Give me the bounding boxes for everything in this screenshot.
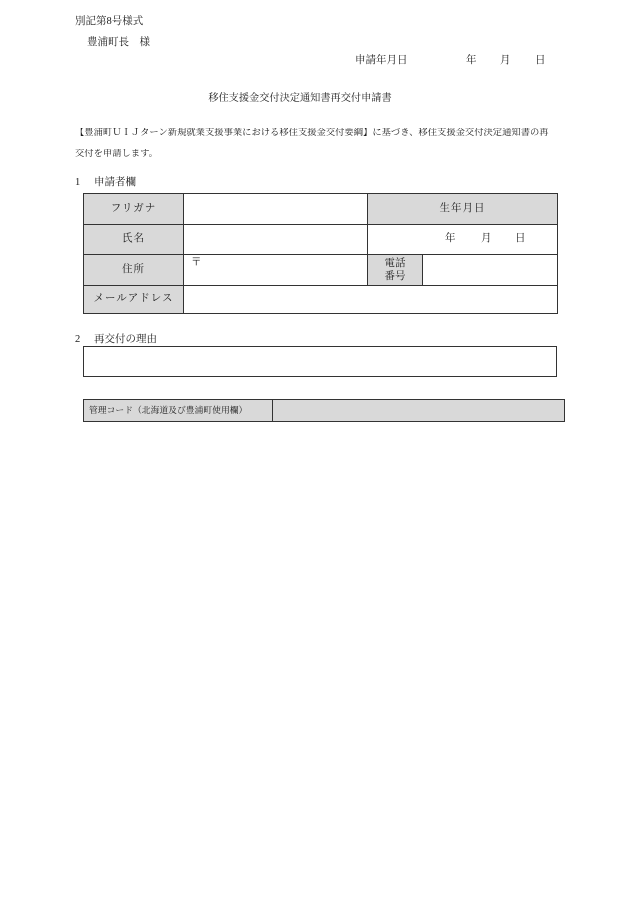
birthdate-field [368, 225, 558, 255]
admin-code-table [83, 399, 565, 422]
phone-label-line-2: 番号 [384, 271, 406, 282]
section-1-heading: 申請者欄 [94, 177, 136, 188]
phone-label [368, 255, 423, 286]
furigana-label: フリガナ [84, 194, 184, 225]
phone-field [423, 255, 558, 286]
form-number: 別記第8号様式 [75, 16, 144, 27]
email-label: メールアドレス [84, 286, 184, 314]
reissue-reason-field [83, 346, 557, 377]
application-date-month: 月 [500, 55, 511, 66]
postal-mark: 〒 [191, 257, 202, 268]
intro-line-1: 【豊浦町ＵＩＪターン新規就業支援事業における移住支援金交付要綱】に基づき、移住支援金交付決定通知書の再 [75, 128, 549, 138]
application-date-day: 日 [535, 55, 546, 66]
phone-label-line-1: 電話 [384, 258, 406, 269]
furigana-field [184, 194, 368, 225]
application-date-year: 年 [466, 55, 477, 66]
section-1-number: 1 [75, 177, 81, 188]
section-2-number: 2 [75, 334, 81, 345]
document-title: 移住支援金交付決定通知書再交付申請書 [208, 93, 392, 104]
address-label: 住所 [84, 255, 184, 286]
birth-day-unit: 日 [515, 233, 526, 245]
admin-code-label: 管理コード（北海道及び豊浦町使用欄） [84, 400, 273, 422]
birthdate-label: 生年月日 [368, 194, 558, 225]
birth-year-unit: 年 [445, 233, 456, 245]
admin-code-field [273, 400, 565, 422]
name-field [184, 225, 368, 255]
addressee: 豊浦町長 様 [87, 37, 150, 48]
section-2-heading: 再交付の理由 [94, 334, 157, 345]
birth-month-unit: 月 [481, 233, 492, 245]
address-field [184, 255, 368, 286]
applicant-table [83, 193, 558, 314]
application-date-label: 申請年月日 [355, 55, 408, 66]
name-label: 氏名 [84, 225, 184, 255]
intro-line-2: 交付を申請します。 [75, 149, 158, 159]
email-field [184, 286, 558, 314]
